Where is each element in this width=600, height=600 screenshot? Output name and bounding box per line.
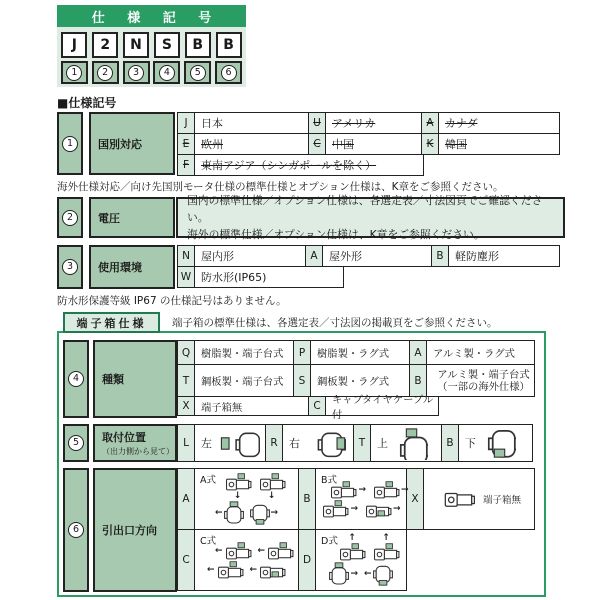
diagram-row xyxy=(321,500,400,518)
arrow-left-icon: ← xyxy=(249,564,258,575)
code-letter-box: B xyxy=(216,32,242,58)
row1-label-cell xyxy=(89,112,175,175)
motor-end-right-icon xyxy=(329,562,358,586)
motor-side-down-icon xyxy=(224,473,252,500)
value-cell: 防水形(IP65) xyxy=(194,266,344,288)
row5-label-cell xyxy=(93,424,177,462)
row5-number-cell xyxy=(63,424,89,462)
value-cell xyxy=(194,424,266,462)
spec-code-column xyxy=(123,32,150,84)
spec-code-body xyxy=(57,27,246,87)
diagram-row xyxy=(208,473,286,500)
code-cell: R xyxy=(265,424,283,462)
row2-label-cell xyxy=(89,197,175,238)
diagram-row xyxy=(215,501,278,525)
motor-side-right-icon xyxy=(372,481,409,499)
code-cell: A xyxy=(421,112,439,134)
row5-top-label: 上 xyxy=(377,437,388,450)
arrow-right-icon: → xyxy=(393,503,401,514)
row1-code-table xyxy=(177,112,560,176)
row6-number-cell xyxy=(63,468,89,592)
spec-code-column xyxy=(184,32,211,84)
spec-code-column xyxy=(61,32,88,84)
motor-end-left-icon xyxy=(215,501,244,525)
motor-end-left-icon xyxy=(364,562,393,586)
terminal-box-tag: 端子箱仕様 xyxy=(63,312,160,333)
arrow-left-icon: ← xyxy=(214,545,223,556)
position-number-box xyxy=(153,61,180,84)
row3-label-cell xyxy=(89,245,175,289)
row3-number-cell xyxy=(57,245,83,289)
value-cell-b-type xyxy=(315,468,407,530)
spec-code-panel xyxy=(57,5,246,87)
arrow-right-icon: → xyxy=(401,484,409,495)
motor-side-left-icon xyxy=(258,542,295,560)
row5-code-table xyxy=(177,424,533,462)
arrow-left-icon: ← xyxy=(257,545,266,556)
code-cell: W xyxy=(177,266,195,288)
diagram-row xyxy=(207,561,286,579)
code-letter-box: 2 xyxy=(92,32,118,58)
arrow-left-icon: ← xyxy=(214,508,223,518)
code-cell: C xyxy=(308,396,326,416)
circled-number: 4 xyxy=(68,371,84,387)
value-cell: カナダ xyxy=(438,112,560,134)
code-cell: E xyxy=(177,133,195,155)
row1-footnote: 海外仕様対応／向け先国別モータ仕様の標準仕様とオプション仕様は、K章をご参照ください。 xyxy=(57,181,504,193)
section-heading: ■仕様記号 xyxy=(57,96,117,110)
code-cell: B xyxy=(431,245,449,267)
position-number-box xyxy=(92,61,119,84)
row1-label: 国別対応 xyxy=(98,137,142,151)
motor-side-up-icon xyxy=(338,534,366,561)
spec-code-column xyxy=(92,32,119,84)
code-cell: X xyxy=(177,396,195,416)
value-cell: 屋内形 xyxy=(194,245,306,267)
motor-side-left-icon xyxy=(215,542,252,560)
arrow-left-icon: ← xyxy=(364,569,372,579)
arrow-right-icon: → xyxy=(358,484,366,495)
circled-number: 5 xyxy=(68,435,84,451)
value-cell: 軽防塵形 xyxy=(448,245,560,267)
motor-terminal-top-icon xyxy=(396,427,428,460)
row4-number-cell xyxy=(63,340,89,418)
code-cell: Q xyxy=(177,340,195,365)
value-cell xyxy=(370,424,442,462)
position-number-box xyxy=(123,61,150,84)
code-cell: B xyxy=(409,364,427,397)
value-cell: 鋼板製・端子台式 xyxy=(194,364,294,397)
arrow-down-icon: ↓ xyxy=(267,491,276,501)
arrow-up-icon: ↑ xyxy=(382,533,390,543)
row6-label: 引出口方向 xyxy=(102,524,157,537)
circled-number: 3 xyxy=(128,65,144,81)
code-cell: T xyxy=(177,364,195,397)
spec-code-column xyxy=(153,32,180,84)
value-cell: 屋外形 xyxy=(322,245,432,267)
circled-number: 2 xyxy=(62,210,78,226)
row1-number-cell xyxy=(57,112,83,175)
code-cell: T xyxy=(353,424,371,462)
code-cell: C xyxy=(177,529,195,591)
row5-left-label: 左 xyxy=(201,437,212,450)
d-type-label: D式 xyxy=(321,536,338,547)
value-cell: 中国 xyxy=(325,133,422,155)
value-cell xyxy=(458,424,533,462)
arrow-right-icon: → xyxy=(350,503,358,514)
value-cell-d-type xyxy=(315,529,407,591)
motor-no-terminal-icon xyxy=(443,489,475,509)
code-cell: K xyxy=(421,133,439,155)
code-cell: S xyxy=(293,364,311,397)
code-cell: U xyxy=(308,112,326,134)
row4-label-cell xyxy=(93,340,177,418)
circled-number: 2 xyxy=(97,65,113,81)
row3-code-table xyxy=(177,245,560,288)
c-type-label: C式 xyxy=(200,536,217,547)
x-type-label: 端子箱無 xyxy=(482,495,521,506)
row3-footnote: 防水形保護等級 IP67 の仕様記号はありません。 xyxy=(57,295,287,307)
arrow-up-icon: ↑ xyxy=(348,533,356,543)
code-letter-box: J xyxy=(61,32,87,58)
row6-code-table xyxy=(177,468,535,591)
value-cell: 端子箱無 xyxy=(194,396,309,416)
value-cell: アメリカ xyxy=(325,112,422,134)
circled-number: 6 xyxy=(68,522,84,538)
value-cell-c-type xyxy=(194,529,299,591)
row5-right-label: 右 xyxy=(289,437,300,450)
code-cell: B xyxy=(298,468,316,530)
code-cell: N xyxy=(177,245,195,267)
terminal-box-note: 端子箱の標準仕様は、各選定表／寸法図の掲載頁をご参照ください。 xyxy=(172,317,498,329)
value-cell: 日本 xyxy=(194,112,309,134)
row5-label: 取付位置 xyxy=(102,431,146,444)
motor-end-right-icon xyxy=(250,501,279,525)
code-cell: C xyxy=(308,133,326,155)
value-cell xyxy=(282,424,354,462)
spec-code-title: 仕 様 記 号 xyxy=(57,5,246,27)
circled-number: 1 xyxy=(62,136,78,152)
motor-terminal-bottom-icon xyxy=(484,427,516,460)
row3-label: 使用環境 xyxy=(98,261,142,274)
value-cell-a-type xyxy=(194,468,299,530)
diagram-row xyxy=(329,562,392,586)
row5-sublabel: （出力側から見て） xyxy=(102,447,174,456)
motor-side-down-icon xyxy=(258,473,286,500)
arrow-right-icon: → xyxy=(270,508,279,518)
value-cell: 東南アジア（シンガポールを除く） xyxy=(194,154,424,176)
value-line2: （一部の海外仕様） xyxy=(437,380,530,393)
code-letter-box: B xyxy=(185,32,211,58)
position-number-box xyxy=(215,61,242,84)
row2-line2: 海外の標準仕様／オプション仕様は、K章をご参照ください。 xyxy=(187,228,485,241)
circled-number: 4 xyxy=(159,65,175,81)
value-cell: 樹脂製・ラグ式 xyxy=(310,340,410,365)
circled-number: 1 xyxy=(66,65,82,81)
value-cell: 欧州 xyxy=(194,133,309,155)
row6-label-cell xyxy=(93,468,177,592)
arrow-right-icon: → xyxy=(350,569,358,579)
row2-label: 電圧 xyxy=(98,211,120,225)
code-letter-box: N xyxy=(123,32,149,58)
row5-bottom-label: 下 xyxy=(465,437,476,450)
a-type-label: A式 xyxy=(200,475,216,486)
b-type-label: B式 xyxy=(321,475,338,486)
code-cell: A xyxy=(409,340,427,365)
value-cell: 韓国 xyxy=(438,133,560,155)
code-cell: J xyxy=(177,112,195,134)
row2-content-cell xyxy=(176,194,565,241)
motor-side-right-icon xyxy=(321,500,358,518)
code-cell: X xyxy=(406,468,424,530)
arrow-left-icon: ← xyxy=(206,564,215,575)
position-number-box xyxy=(61,61,88,84)
spec-code-column xyxy=(215,32,242,84)
motor-side-right-icon xyxy=(364,500,401,518)
code-cell: A xyxy=(177,468,195,530)
value-cell: 鋼板製・ラグ式 xyxy=(310,364,410,397)
value-cell-x-type xyxy=(423,468,535,530)
code-cell: P xyxy=(293,340,311,365)
position-number-box xyxy=(184,61,211,84)
code-cell: F xyxy=(177,154,195,176)
arrow-down-icon: ↓ xyxy=(233,491,242,501)
row2-line1: 国内の標準仕様／オプション仕様は、各選定表／寸法図頁でご確認ください。 xyxy=(187,194,543,224)
code-cell: D xyxy=(298,529,316,591)
circled-number: 5 xyxy=(190,65,206,81)
motor-terminal-right-icon xyxy=(308,429,348,458)
row4-label: 種類 xyxy=(102,373,124,386)
value-line1: アルミ製・端子台式 xyxy=(437,368,530,381)
motor-terminal-left-icon xyxy=(220,429,260,458)
code-letter-box: S xyxy=(154,32,180,58)
row4-code-table xyxy=(177,340,535,421)
row2-number-cell xyxy=(57,197,83,238)
circled-number: 3 xyxy=(62,259,78,275)
value-cell: 樹脂製・端子台式 xyxy=(194,340,294,365)
code-cell: B xyxy=(441,424,459,462)
value-cell xyxy=(426,364,535,397)
motor-side-left-icon xyxy=(250,561,287,579)
code-cell: A xyxy=(305,245,323,267)
code-cell: L xyxy=(177,424,195,462)
value-cell: キャブタイヤケーブル付 xyxy=(325,396,439,416)
motor-side-up-icon xyxy=(372,534,400,561)
value-cell: アルミ製・ラグ式 xyxy=(426,340,535,365)
circled-number: 6 xyxy=(221,65,237,81)
motor-side-left-icon xyxy=(207,561,244,579)
